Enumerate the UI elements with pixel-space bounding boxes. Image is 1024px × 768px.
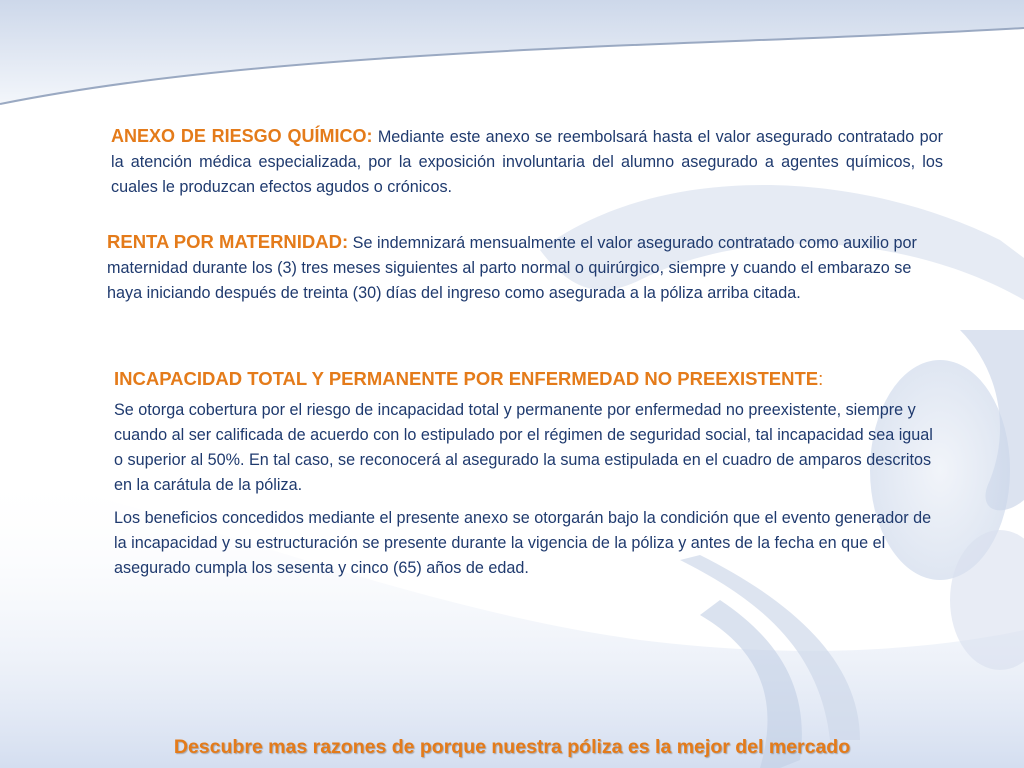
- footer-tagline: Descubre mas razones de porque nuestra póliza es la mejor del mercado: [173, 736, 851, 758]
- maternidad-text: Se indemnizará mensualmente el valor asegurado contratado como auxilio por maternidad durante los (3) tres meses siguientes al parto normal o quirúrgico, siempre y cuando el embarazo se haya iniciando después de treinta (30) días del ingreso como asegurada a la póliza arriba citada.: [107, 234, 917, 302]
- quimico-text: Mediante este anexo se reembolsará hasta el valor asegurado contratado por la atención médica especializada, por la exposición involuntaria del alumno asegurado a agentes químicos, los cuales le produzcan efectos agudos o crónicos.: [111, 128, 944, 196]
- incapacidad-paragraph-2: Los beneficios concedidos mediante el presente anexo se otorgarán bajo la condición que el evento generador de la incapacidad y su estructuración se presente durante la vigencia de la póliza y antes de la fecha en que el asegurado cumpla los sesenta y cinco (65) años de edad.: [114, 509, 932, 577]
- incapacidad-heading: [114, 366, 934, 391]
- quimico-heading: ANEXO DE RIESGO QUÍMICO:: [111, 126, 373, 146]
- incapacidad-paragraph-1: Se otorga cobertura por el riesgo de incapacidad total y permanente por enfermedad no preexistente, siempre y cuando al ser calificada de acuerdo con lo estipulado por el régimen de seguridad social, tal incapacidad sea igual o superior al 50%. En tal caso, se reconocerá al asegurado la suma estipulada en el cuadro de amparos descritos en la carátula de la póliza.: [114, 401, 933, 494]
- incapacidad-heading-colon: :: [818, 368, 824, 389]
- anexo-riesgo-quimico: [111, 124, 943, 200]
- maternidad-heading: RENTA POR MATERNIDAD:: [107, 231, 349, 252]
- incapacidad-total: [114, 366, 934, 589]
- incapacidad-heading-text: INCAPACIDAD TOTAL Y PERMANENTE POR ENFERMEDAD NO PREEXISTENTE: [114, 368, 819, 389]
- renta-maternidad: [107, 229, 922, 306]
